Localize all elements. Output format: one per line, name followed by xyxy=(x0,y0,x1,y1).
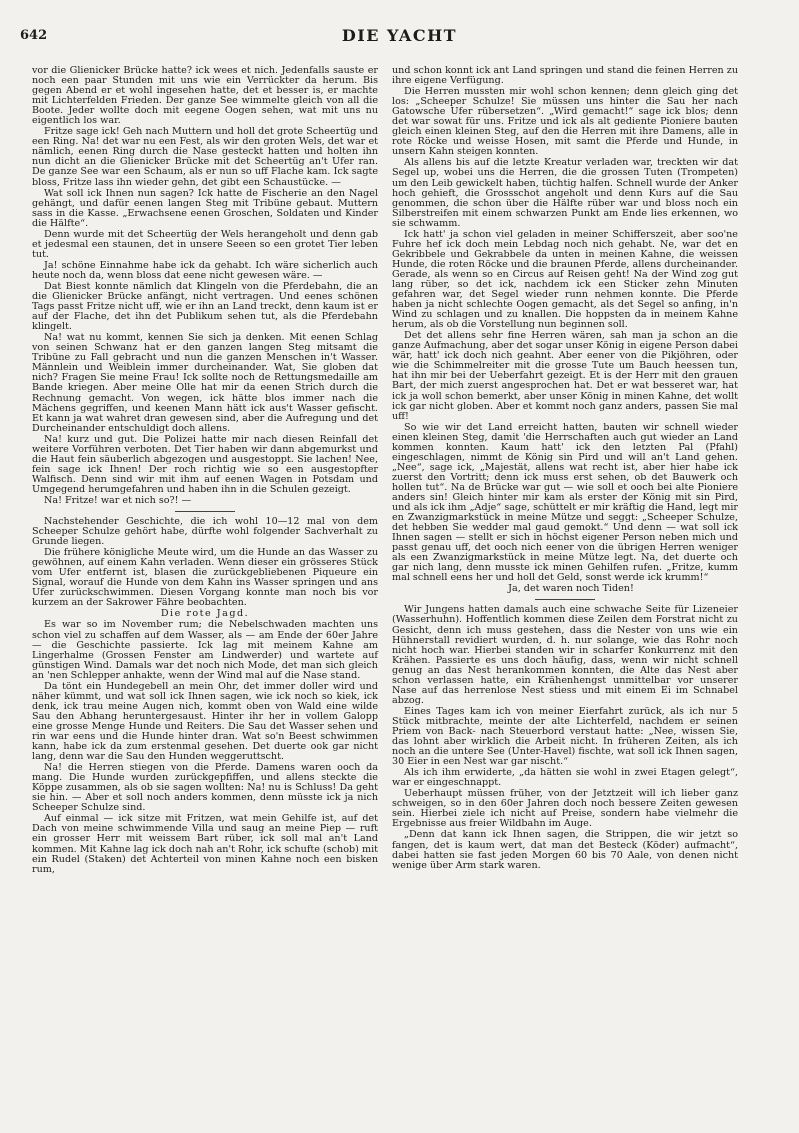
paragraph: Fritze sage ick! Geh nach Muttern und holl det grote Scheertüg und een Ring. Na! det war nu een Fest, als wir den groten Wels, det war et nämlich, eenen Ring durch die Nase gesteckt hatten und holten ihn nun dicht an die Glienicker Brücke mit det Scheertüg an't Ufer ran. De ganze See war een Schaum, als er nun so uff Flache kam. Ick sagte bloss, Fritze lass ihn wieder gehn, det gibt een Schaustücke. — xyxy=(32,126,378,188)
page-header xyxy=(0,22,799,52)
paragraph: So wie wir det Land erreicht hatten, bauten wir schnell wieder einen kleinen Steg, damit 'die Herrschaften auch gut wieder an Land kommen konnten. Kaum hatt' ick den letzten Pal (Pfahl) eingeschlagen, nimmt de König sin Pird und will an't Land gehen. „Nee“, sage ick, „Majestät, allens wat recht ist, aber hier habe ick zuerst den Vortritt; denn ick muss erst sehen, ob det Bauwerk och hollen tut“. Na de Brücke war gut — wie soll et ooch bei alte Pioniere anders sin! Gleich hinter mir kam als erster der König mit sin Pird, und als ick ihm „Adje“ sage, schüttelt er mir kräftig die Hand, legt mir en Zwanzigmarkstück in meine Mütze und seggt: „Scheeper Schulze, det hebben Sie wedder mal gaud gemokt.“ Und denn — wat soll ick Ihnen sagen — stellt er sich in höchst eigener Person neben mich und passt genau uff, det ooch nich eener von die übrigen Herren weniger als een Zwanzigmarkstück in meine Mütze legt. Na, det duerte och gar nich lang, denn musste ick minen Gehilfen rufen. „Fritze, kumm mal schnell eens her und holl det Geld, sonst werde ick krumm!“ xyxy=(392,421,738,584)
paragraph: „Denn dat kann ick Ihnen sagen, die Strippen, die wir jetzt so fangen, det is kaum wert, dat man det Besteck (Köder) aufmacht“, dabei hatten sie fast jeden Morgen 60 bis 70 Aale, von denen nicht wenige über Arm stark waren. xyxy=(392,829,738,871)
paragraph: Wir Jungens hatten damals auch eine schwache Seite für Lizeneier (Wasserhuhn). Hoffentlich kommen diese Zeilen dem Forstrat nicht zu Gesicht, denn ich muss gestehen, dass die Nester von uns wie ein Hühnerstall revidiert wurden, d. h. nur solange, wie das Rohr noch nicht hoch war. Hierbei standen wir in scharfer Konkurrenz mit den Krähen. Passierte es uns doch häufig, dass, wenn wir nicht schnell genug an das Nest herankommen konnten, die Alte das Nest aber schon verlassen hatte, ein Krähenhengst unmittelbar vor unserer Nase auf das herrenlose Nest stiess und mit einem Ei im Schnabel abzog. xyxy=(392,604,738,706)
paragraph: Als ich ihm erwiderte, „da hätten sie wohl in zwei Etagen gelegt“, war er eingeschnappt. xyxy=(392,767,738,789)
running-title: DIE YACHT xyxy=(341,26,458,45)
paragraph: Da tönt ein Hundegebell an mein Ohr, det immer doller wird und näher kümmt, und wat soll ick Ihnen sagen, wie ick noch so kiek, ick denk, ick trau meine Augen nich, kommt oben von Wald eine wilde Sau den Abhang heruntergesaust. Hinter ihr her in vollem Galopp eine grosse Menge Hunde und Reiters. Die Sau det Wasser sehen und rin war eens und die Hunde hinter dran. Wat so'n Beest schwimmen kann, habe ick da zum erstenmal gesehen. Det duerte ook gar nicht lang, denn war die Sau den Hunden weggeruttscht. xyxy=(32,680,378,763)
paragraph: Ick hatt' ja schon viel geladen in meiner Schifferszeit, aber soo'ne Fuhre hef ick doch mein Lebdag noch nich gehabt. Ne, war det en Gekribbele und Gekrabbele da unten in meinen Kahne, die weissen Hunde, die roten Röcke und die braunen Pferde, allens durcheinander. Gerade, als wenn so en Circus auf Reisen geht! Na der Wind zog gut lang rüber, so det ick, nachdem ick een Sticker zehn Minuten gefahren war, det Segel wieder runn nehmen konnte. Die Pferde haben ja nicht schlechte Oogen gemacht, als det Segel so anfing, in'n Wind zu schlagen und zu knallen. Die hoppsten da in meinem Kahne herum, als ob die Vorstellung nun beginnen soll. xyxy=(392,228,738,331)
page-number: 642 xyxy=(20,28,48,43)
paragraph: Dat Biest konnte nämlich dat Klingeln von die Pferdebahn, die an die Glienicker Brücke anfängt, nicht vertragen. Und eenes schönen Tags passt Fritze nicht uff, wie er ihn an Land treckt, denn kaum ist er auf der Flache, det ihn det Publikum sehen tut, als die Pferdebahn klingelt. xyxy=(32,280,378,333)
paragraph: Eines Tages kam ich von meiner Eierfahrt zurück, als ich nur 5 Stück mitbrachte, meinte der alte Lichterfeld, nachdem er seinen Priem von Back- nach Steuerbord verstaut hatte: „Nee, wissen Sie, das lohnt aber wirklich die Arbeit nicht. In früheren Zeiten, als ich noch an die untere See (Unter-Havel) fischte, wat soll ick Ihnen sagen, 30 Eier in een Nest war gar nischt.“ xyxy=(392,705,738,768)
closing-line: Ja, det waren noch Tiden! xyxy=(508,583,634,595)
paragraph: Na! die Herren stiegen von die Pferde. Damens waren ooch da mang. Die Hunde wurden zurückgepfiffen, und allens steckte die Köppe zusammen, als ob sie sagen wollten: Na! nu is Schluss! Da geht sie hin. — Aber et soll noch anders kommen, denn müsste ick ja nich Scheeper Schulze sind. xyxy=(32,762,378,814)
paragraph: Auf einmal — ick sitze mit Fritzen, wat mein Gehilfe ist, auf det Dach von meine schwimmende Villa und saug an meine Piep — ruft ein grosser Herr mit weissem Bart rüber, ick soll mal an't Land kommen. Mit Kahne lag ick doch nah an't Rohr, ick schufte (schob) mit ein Rudel (Staken) det Achterteil von minen Kahne noch een bisken rum, xyxy=(32,813,378,875)
paragraph: Es war so im November rum; die Nebelschwaden machten uns schon viel zu schaffen auf dem Wasser, als — am Ende der 60er Jahre — die Geschichte passierte. Ick lag mit meinem Kahne am Lingerhalme (Grossen Fenster am Lindwerder) und wartete auf günstigen Wind. Damals war det noch nich Mode, det man sich gleich an 'nen Schlepper anhakte, wenn der Wind mal auf die Nase stand. xyxy=(32,619,378,681)
right-column xyxy=(392,66,738,872)
paragraph: Denn wurde mit det Scheertüg der Wels herangeholt und denn gab et jedesmal een staunen, det in unsere Seeen so een grotet Tier leben tut. xyxy=(32,228,378,260)
paragraph: Na! Fritze! war et nich so?! — xyxy=(44,494,192,506)
paragraph: Det det allens sehr fine Herren wären, sah man ja schon an die ganze Aufmachung, aber det sogar unser König in eigene Person dabei wär, hatt' ick doch nich geahnt. Aber eener von die Pikjöhren, oder wie die Schimmelreiter mit die grosse Tute um Bauch heessen tun, hat ihn mir bei der Ueberfahrt gezeigt. Et is der Herr mit den grauen Bart, der mich zuerst angesprochen hat. Det er wat besseret war, hat ick ja woll schon bemerkt, aber unser König in minen Kahne, det wollt ick gar nicht globen. Aber et kommt noch ganz anders, passen Sie mal uff! xyxy=(392,330,738,422)
left-column xyxy=(32,66,378,876)
paragraph: Die frühere königliche Meute wird, um die Hunde an das Wasser zu gewöhnen, auf einem Kahn verladen. Wenn dieser ein grösseres Stück vom Ufer entfernt ist, blasen die zurückgebliebenen Piqueure ein Signal, worauf die Hunde von dem Kahn ins Wasser springen und ans Ufer zurückschwimmen. Diesen Vorgang konnte man noch bis vor kurzem an der Sakrower Fähre beobachten. xyxy=(32,547,378,609)
paragraph: vor die Glienicker Brücke hatte? ick wees et nich. Jedenfalls sauste er noch een paar Stunden mit uns wie ein Verrückter da herum. Bis gegen Abend er et wohl ingesehen hatte, det et besser is, er machte mit Lichterfelden Frieden. Der ganze See wimmelte gleich von all die Boote. Jeder wollte doch mit eegene Oogen sehen, wat mit uns nu eigentlich los war. xyxy=(32,65,378,127)
paragraph: Nachstehender Geschichte, die ich wohl 10—12 mal von dem Scheeper Schulze gehört habe, dürfte wohl folgender Sachverhalt zu Grunde liegen. xyxy=(32,516,378,548)
section-title: Die rote Jagd. xyxy=(160,608,250,620)
paragraph: und schon konnt ick ant Land springen und stand die feinen Herren zu ihre eigene Verfügung. xyxy=(392,65,738,87)
paragraph: Ja! schöne Einnahme habe ick da gehabt. Ich wäre sicherlich auch heute noch da, wenn bloss dat eene nicht gewesen wäre. — xyxy=(32,259,378,281)
paragraph: Ueberhaupt müssen früher, von der Jetztzeit will ich lieber ganz schweigen, so in den 60er Jahren doch noch bessere Zeiten gewesen sein. Hierbei ziele ich nicht auf Preise, sondern habe vielmehr die Ergebnisse aus freier Wildbahn im Auge. xyxy=(392,788,738,830)
paragraph: Als allens bis auf die letzte Kreatur verladen war, treckten wir dat Segel up, wobei uns die Herren, die die grossen Tuten (Trompeten) um den Leib gewickelt haben, tüchtig halfen. Schnell wurde der Anker hoch gehieft, die Grossschot angeholt und denn Kurs auf die Sau genommen, die schon über die Hälfte rüber war und bloss noch ein Silberstreifen mit einem schwarzen Punkt am Ende lies erkennen, wo sie schwamm. xyxy=(392,157,738,229)
paragraph: Wat soll ick Ihnen nun sagen? Ick hatte de Fischerie an den Nagel gehängt, und dafür eenen langen Steg mit Tribüne gebaut. Muttern sass in die Kasse. „Erwachsene eenen Groschen, Soldaten und Kinder die Hälfte“. xyxy=(32,187,378,229)
divider xyxy=(175,511,235,512)
paragraph: Na! wat nu kommt, kennen Sie sich ja denken. Mit eenen Schlag von seinen Schwanz hat er den ganzen langen Steg mitsamt die Tribüne zu Fall gebracht und nun die ganzen Menschen in't Wasser. Männlein und Weiblein immer durcheinander. Wat, Sie globen dat nich? Fragen Sie meine Frau! Ick sollte noch de Rettungsmedaille am Bande kriegen. Aber meine Olle hat mir da eenen Strich durch die Rechnung gemacht. Von wegen, ick hätte blos immer nach die Mächens gegriffen, und keenen Mann hätt ick aus't Wasser gefischt. Et kann ja wat wahret dran gewesen sind, aber die Aufregung und det Durcheinander entschuldigt doch allens. xyxy=(32,332,378,434)
paragraph: Die Herren mussten mir wohl schon kennen; denn gleich ging det los: „Scheeper Schulze! Sie müssen uns hinter die Sau her nach Gatowsche Ufer rübersetzen“. „Wird gemacht!“ sage ick blos; denn det war sowat für uns. Fritze und ick als alt gediente Pioniere bauten gleich einen kleinen Steg, auf den die Herren mit ihre Damens, alle in rote Röcke und weisse Hosen, mit samt die Pferde und Hunde, in unsern Kahn steigen konnten. xyxy=(392,86,738,158)
divider xyxy=(535,599,595,600)
paragraph: Na! kurz und gut. Die Polizei hatte mir nach diesen Reinfall det weitere Vorführen verboten. Det Tier haben wir dann abgemurkst und die Haut fein säuberlich abgezogen und ausgestoppt. Sie lachen! Nee, fein sage ick Ihnen! Der roch richtig wie so een ausgestopfter Walfisch. Denn sind wir mit ihm auf eenen Wagen in Potsdam und Umgegend herumgefahren und haben ihn in die Schulen gezeigt. xyxy=(32,433,378,495)
